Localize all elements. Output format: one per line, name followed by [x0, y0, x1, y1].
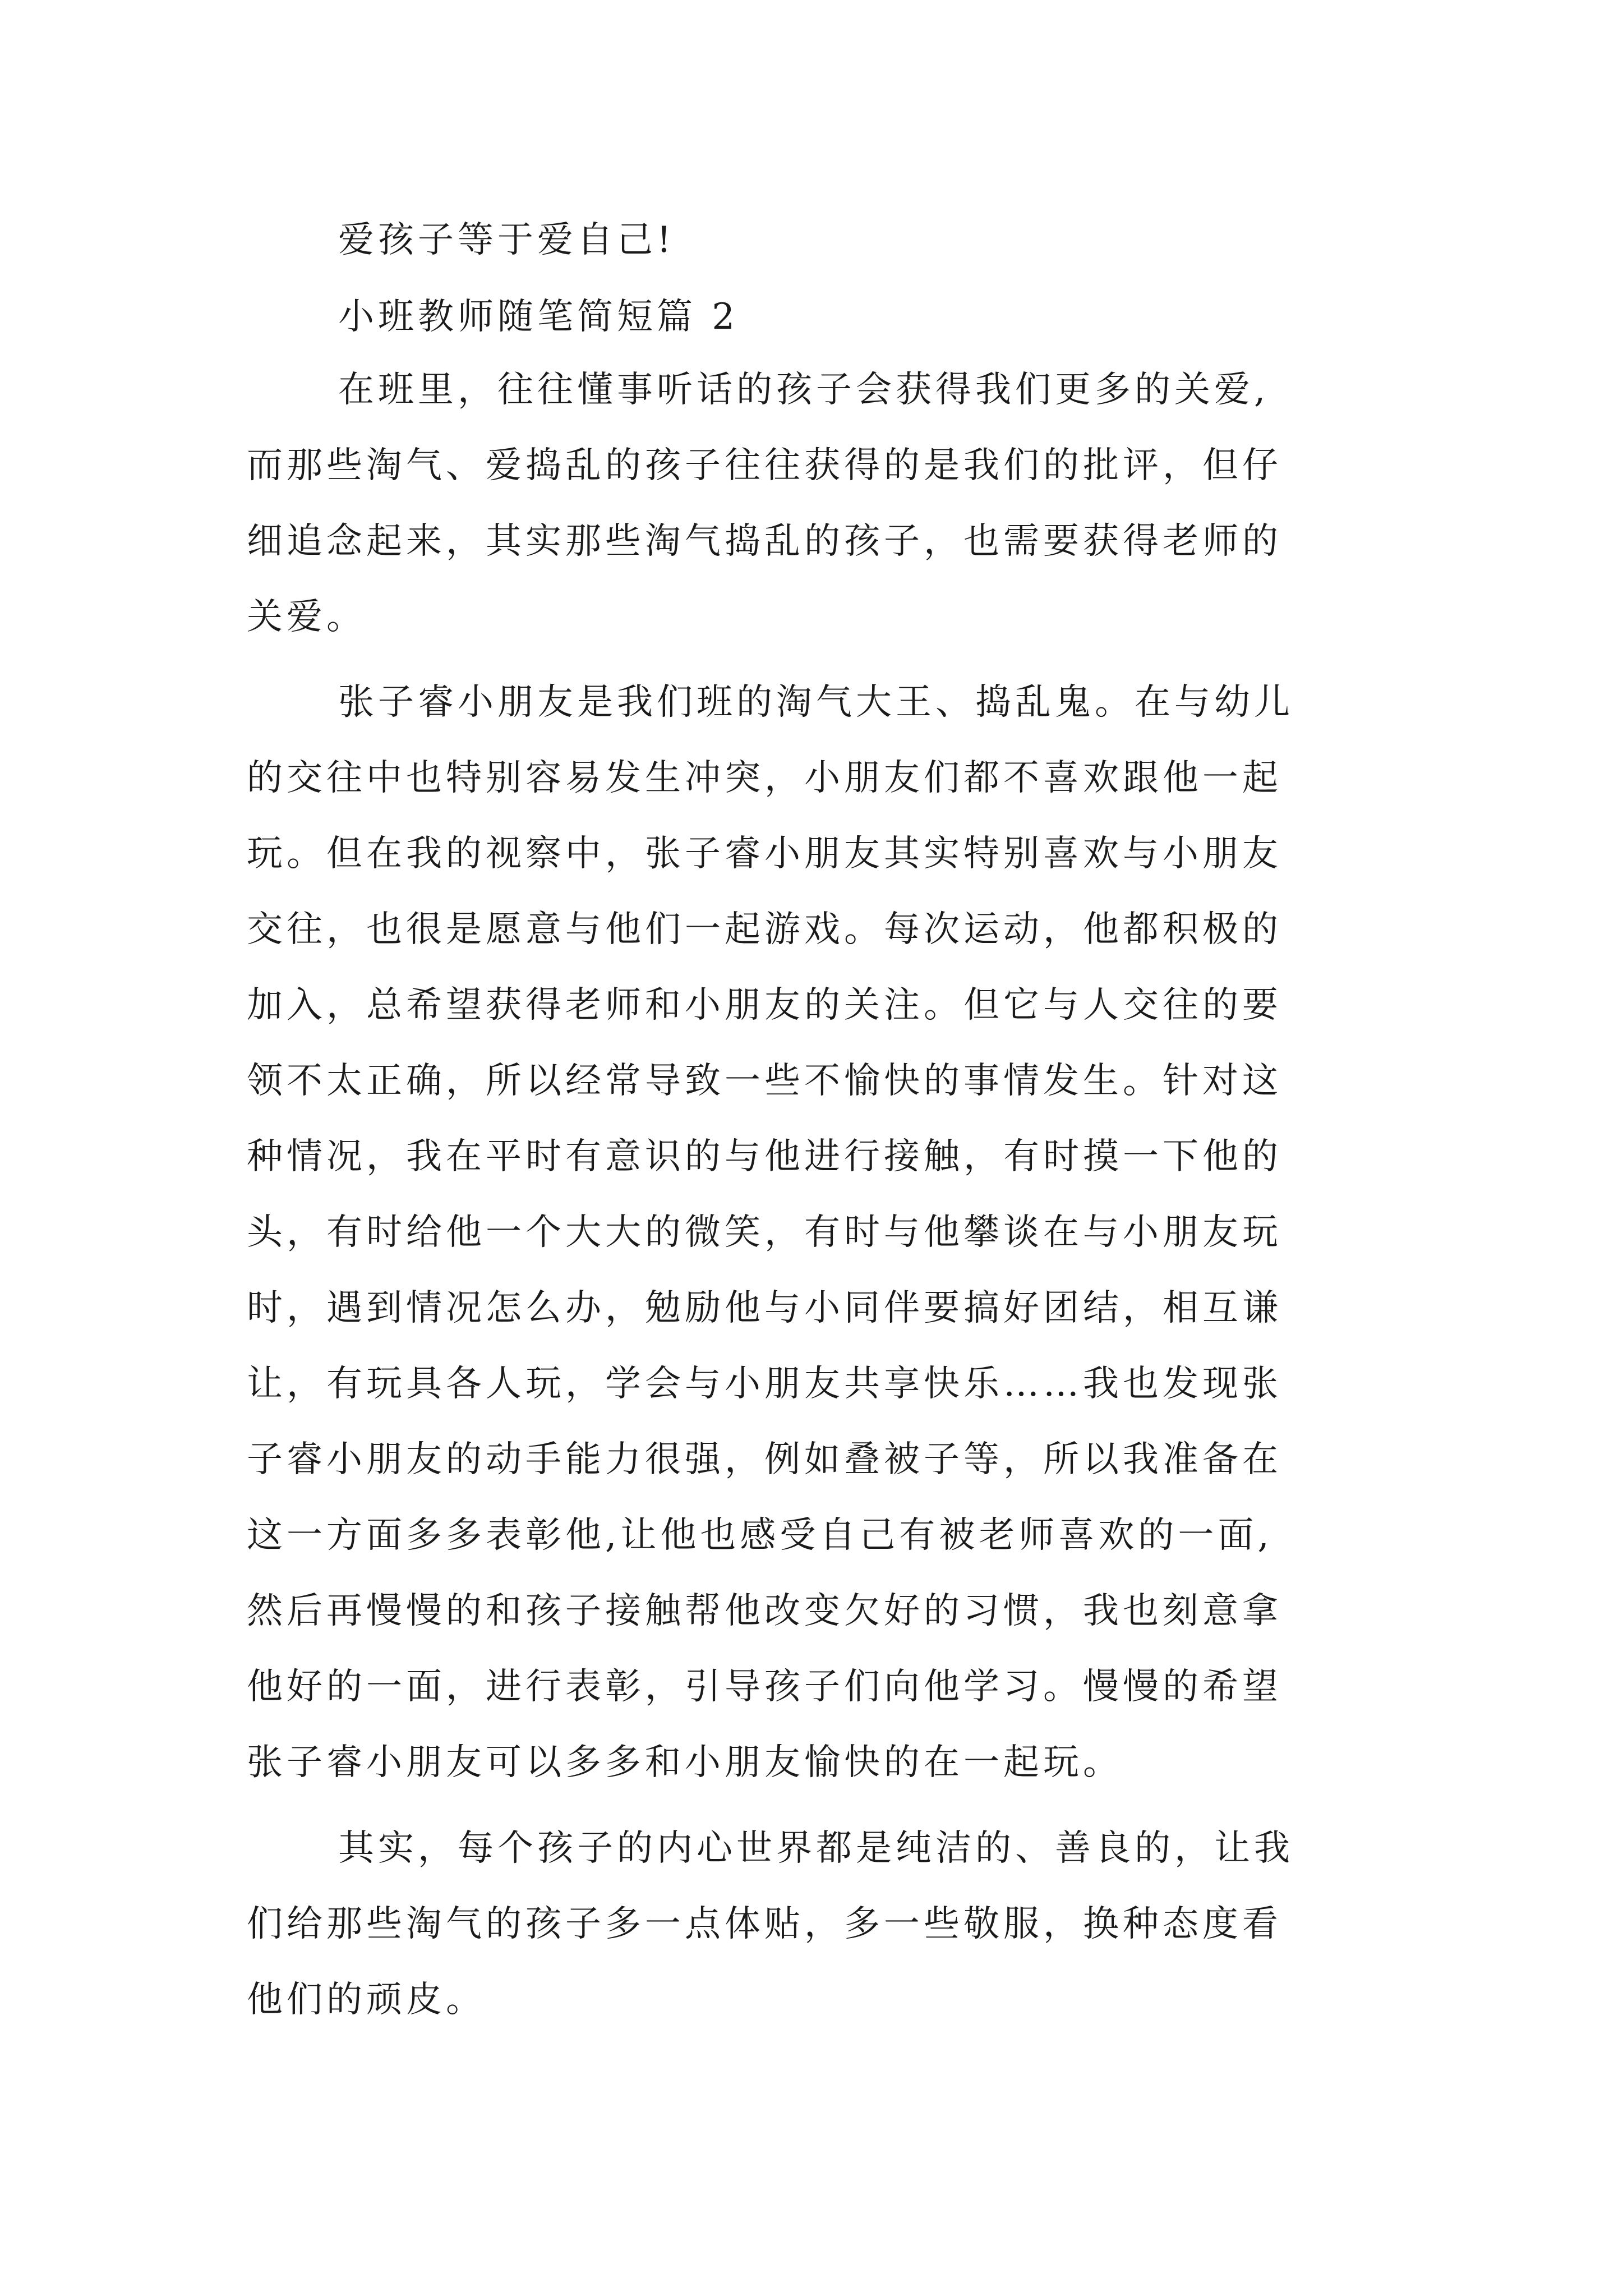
paragraph-2-line-12: 这一方面多多表彰他,让他也感受自己有被老师喜欢的一面,: [247, 1515, 1273, 1556]
paragraph-2-line-10: 让，有玩具各人玩，学会与小朋友共享快乐……我也发现张: [247, 1363, 1282, 1405]
paragraph-2-line-7: 种情况，我在平时有意识的与他进行接触，有时摸一下他的: [247, 1136, 1282, 1177]
paragraph-2-line-9: 时，遇到情况怎么办，勉励他与小同伴要搞好团结，相互谦: [247, 1287, 1282, 1329]
paragraph-2-line-6: 领不太正确，所以经常导致一些不愉快的事情发生。针对这: [247, 1060, 1282, 1102]
paragraph-2-line-3: 玩。但在我的视察中，张子睿小朋友其实特别喜欢与小朋友: [247, 833, 1282, 875]
paragraph-1-line-3: 细追念起来，其实那些淘气捣乱的孩子，也需要获得老师的: [247, 521, 1282, 562]
paragraph-2-line-13: 然后再慢慢的和孩子接触帮他改变欠好的习惯，我也刻意拿: [247, 1590, 1282, 1632]
paragraph-2-line-14: 他好的一面，进行表彰，引导孩子们向他学习。慢慢的希望: [247, 1666, 1282, 1708]
paragraph-2-line-1: 张子睿小朋友是我们班的淘气大王、捣乱鬼。在与幼儿: [338, 682, 1294, 723]
paragraph-2-line-8: 头，有时给他一个大大的微笑，有时与他攀谈在与小朋友玩: [247, 1212, 1282, 1253]
closing-line: 爱孩子等于爱自己!: [338, 219, 675, 261]
paragraph-2-line-4: 交往，也很是愿意与他们一起游戏。每次运动，他都积极的: [247, 909, 1282, 950]
paragraph-2-line-5: 加入，总希望获得老师和小朋友的关注。但它与人交往的要: [247, 984, 1282, 1026]
paragraph-3-line-2: 们给那些淘气的孩子多一点体贴，多一些敬服，换种态度看: [247, 1903, 1282, 1945]
section-title: 小班教师随笔简短篇 2: [338, 296, 739, 338]
paragraph-1-line-2: 而那些淘气、爱捣乱的孩子往往获得的是我们的批评，但仔: [247, 445, 1282, 486]
paragraph-2-line-2: 的交往中也特别容易发生冲突，小朋友们都不喜欢跟他一起: [247, 757, 1282, 799]
paragraph-3-line-3: 他们的顽皮。: [247, 1979, 486, 2021]
paragraph-2-line-11: 子睿小朋友的动手能力很强，例如叠被子等，所以我准备在: [247, 1439, 1282, 1480]
paragraph-2-line-15: 张子睿小朋友可以多多和小朋友愉快的在一起玩。: [247, 1742, 1123, 1783]
paragraph-1-line-4: 关爱。: [247, 596, 366, 638]
paragraph-1-line-1: 在班里，往往懂事听话的孩子会获得我们更多的关爱,: [338, 369, 1270, 411]
paragraph-3-line-1: 其实，每个孩子的内心世界都是纯洁的、善良的，让我: [338, 1828, 1294, 1869]
